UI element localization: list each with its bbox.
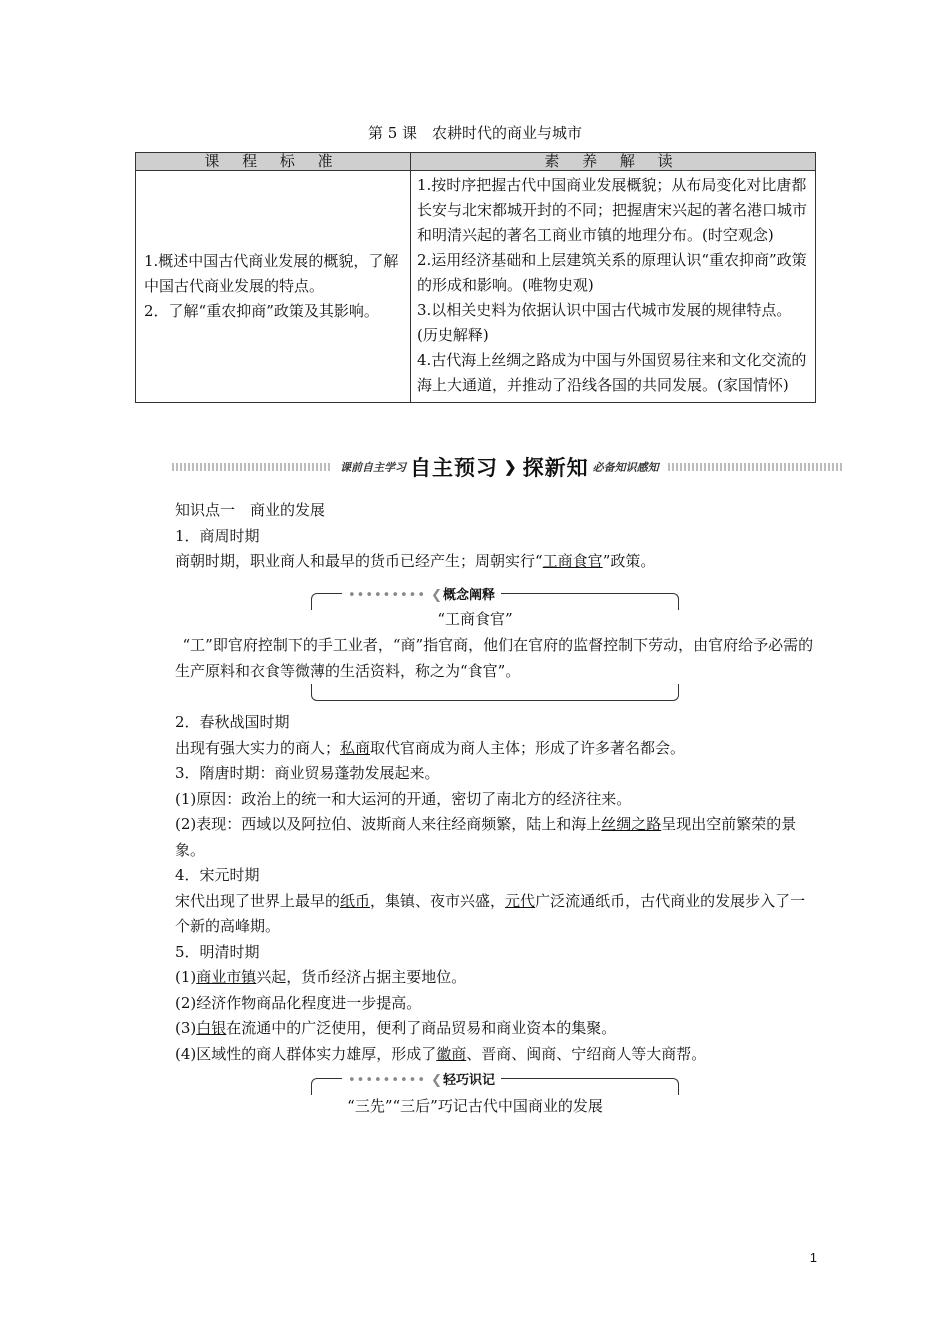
paragraph: (4)区域性的商人群体实力雄厚，形成了徽商、晋商、闽商、宁绍商人等大商帮。 bbox=[175, 1044, 707, 1063]
lesson-title: 第 5 课 农耕时代的商业与城市 bbox=[367, 124, 583, 142]
concept-label: ••••••••• ❮概念阐释 bbox=[342, 584, 501, 603]
banner-left-label: 课前自主学习 bbox=[340, 461, 406, 474]
memo-box-top bbox=[311, 1073, 679, 1095]
concept-box-bottom bbox=[311, 684, 679, 701]
banner-right-label: 必备知识感知 bbox=[592, 461, 659, 474]
standard-item: 1.概述中国古代商业发展的概貌，了解中国古代商业发展的特点。 bbox=[144, 252, 399, 295]
paragraph: (1)原因：政治上的统一和大运河的开通，密切了南北方的经济往来。 bbox=[175, 789, 632, 808]
standard-item: 2．了解“重农抑商”政策及其影响。 bbox=[144, 302, 379, 320]
paragraph: 出现有强大实力的商人；私商取代官商成为商人主体；形成了许多著名都会。 bbox=[175, 738, 686, 757]
curriculum-standards-table bbox=[135, 152, 816, 403]
paragraph: (2)表现：西域以及阿拉伯、波斯商人来往经商频繁，陆上和海上丝绸之路呈现出空前繁荣的景象。 bbox=[175, 815, 797, 859]
keyword-underlined: 纸币 bbox=[340, 891, 371, 910]
literacy-item: 3.以相关史料为依据认识中国古代城市发展的规律特点。(历史解释) bbox=[417, 301, 792, 344]
memo-title: “三先”“三后”巧记古代中国商业的发展 bbox=[347, 1097, 603, 1115]
chevron-right-icon: ❯ bbox=[504, 458, 517, 476]
paragraph: (1)商业市镇兴起，货币经济占据主要地位。 bbox=[175, 968, 467, 986]
keyword-underlined: 工商食官 bbox=[542, 552, 603, 570]
keyword-underlined: 丝绸之路 bbox=[601, 815, 662, 833]
literacy-item: 2.运用经济基础和上层建筑关系的原理认识“重农抑商”政策的形成和影响。(唯物史观) bbox=[417, 251, 807, 294]
keyword-underlined: 徽商 bbox=[436, 1044, 467, 1063]
standards-cell bbox=[136, 171, 411, 403]
banner-center bbox=[332, 454, 667, 480]
concept-title: “工商食官” bbox=[437, 610, 513, 628]
keyword-underlined: 商业市镇 bbox=[196, 968, 257, 986]
keyword-underlined: 白银 bbox=[196, 1019, 227, 1037]
period-title: 4．宋元时期 bbox=[175, 866, 260, 884]
table-header-standards: 课 程 标 准 bbox=[136, 153, 411, 171]
section-content-2 bbox=[175, 710, 817, 1067]
period-title: 2．春秋战国时期 bbox=[175, 713, 290, 731]
banner-main-subtitle: 探新知 bbox=[522, 456, 589, 480]
literacy-cell bbox=[411, 171, 816, 403]
period-title: 3．隋唐时期：商业贸易蓬勃发展起来。 bbox=[175, 764, 440, 782]
concept-text: “工”即官府控制下的手工业者，“商”指官商，他们在官府的监督控制下劳动，由官府给予必需的生产原料和衣食等微薄的生活资料，称之为“食官”。 bbox=[175, 636, 814, 680]
paragraph: (3)白银在流通中的广泛使用，便利了商品贸易和商业资本的集聚。 bbox=[175, 1019, 617, 1037]
knowledge-heading: 知识点一 商业的发展 bbox=[175, 501, 326, 519]
table-header-literacy: 素 养 解 读 bbox=[411, 153, 816, 171]
keyword-underlined: 元代 bbox=[505, 891, 536, 910]
section-banner bbox=[172, 454, 844, 480]
keyword-underlined: 私商 bbox=[340, 738, 371, 757]
banner-main-title: 自主预习 bbox=[410, 456, 498, 480]
paragraph: (2)经济作物商品化程度进一步提高。 bbox=[175, 993, 422, 1012]
period-title: 5．明清时期 bbox=[175, 942, 260, 961]
section-content-1 bbox=[175, 498, 817, 575]
literacy-item: 1.按时序把握古代中国商业发展概貌；从布局变化对比唐都长安与北宋都城开封的不同；把握唐宋兴起的著名港口城市和明清兴起的著名工商业市镇的地理分布。(时空观念) bbox=[417, 176, 808, 244]
paragraph: 宋代出现了世界上最早的纸币，集镇、夜市兴盛，元代广泛流通纸币，古代商业的发展步入了一个新的高峰期。 bbox=[175, 891, 806, 935]
literacy-item: 4.古代海上丝绸之路成为中国与外国贸易往来和文化交流的海上大通道，并推动了沿线各国的共同发展。(家国情怀) bbox=[417, 351, 807, 394]
period-title: 1．商周时期 bbox=[175, 526, 260, 545]
memo-label: ••••••••• ❮轻巧识记 bbox=[342, 1069, 501, 1088]
page-number: 1 bbox=[809, 1250, 817, 1265]
paragraph: 商朝时期，职业商人和最早的货币已经产生；周朝实行“工商食官”政策。 bbox=[175, 552, 656, 570]
